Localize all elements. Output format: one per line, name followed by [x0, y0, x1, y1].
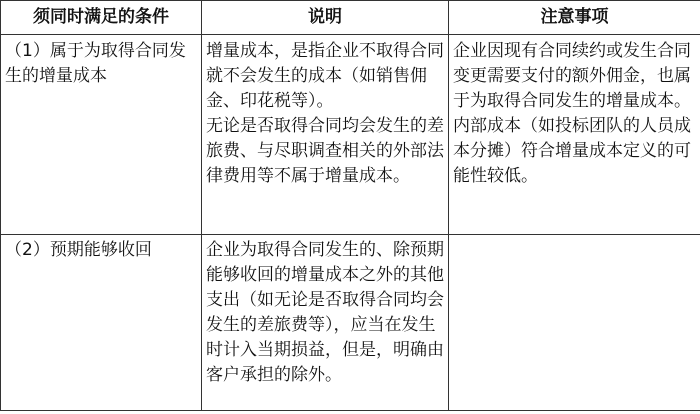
notes-paragraph: 企业因现有合同续约或发生合同变更需要支付的额外佣金，也属于为取得合同发生的增量成本。 — [453, 41, 691, 111]
table-row — [1, 235, 700, 411]
header-condition: 须同时满足的条件 — [1, 1, 202, 35]
table-row — [1, 35, 700, 235]
notes-cell — [449, 35, 700, 235]
condition-text: （1）属于为取得合同发生的增量成本 — [5, 41, 186, 86]
condition-text: （2）预期能够收回 — [5, 240, 152, 260]
header-row — [1, 1, 700, 35]
notes-paragraph: 内部成本（如投标团队的人员成本分摊）符合增量成本定义的可能性较低。 — [453, 116, 691, 186]
explanation-paragraph: 无论是否取得合同均会发生的差旅费、与尽职调查相关的外部法律费用等不属于增量成本。 — [206, 116, 444, 186]
explanation-paragraph: 企业为取得合同发生的、除预期能够收回的增量成本之外的其他支出（如无论是否取得合同均会发生的差旅费等），应当在发生时计入当期损益，但是，明确由客户承担的除外。 — [206, 240, 444, 385]
explanation-cell — [202, 35, 449, 235]
condition-cell — [1, 35, 202, 235]
notes-cell — [449, 235, 700, 411]
header-explanation: 说明 — [202, 1, 449, 35]
explanation-cell — [202, 235, 449, 411]
explanation-paragraph: 增量成本，是指企业不取得合同就不会发生的成本（如销售佣金、印花税等）。 — [206, 41, 444, 111]
header-notes: 注意事项 — [449, 1, 700, 35]
condition-cell — [1, 235, 202, 411]
